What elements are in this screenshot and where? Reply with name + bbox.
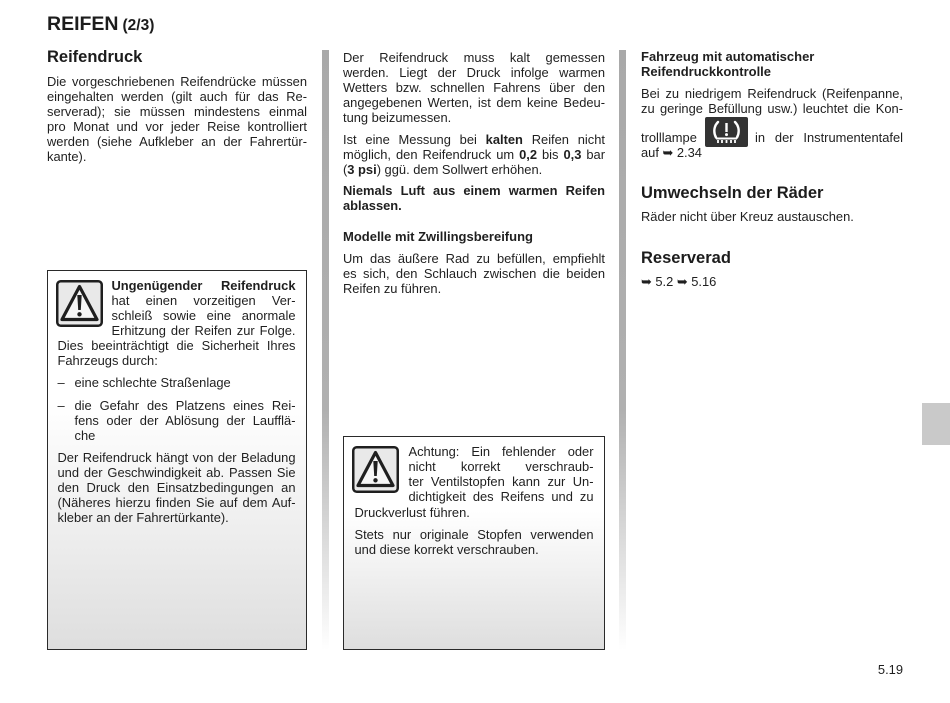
text-line: eine schlechte Straßenlage <box>74 375 231 390</box>
text-segment: trolllampe <box>641 129 697 145</box>
warning-triangle-icon <box>352 446 399 493</box>
text-line: zu geringe Befüllung usw.) leuchtet die Kon- <box>641 100 903 116</box>
text-line: werden (siehe Aufkleber an der Fahrertür- <box>47 133 307 149</box>
column-separator <box>619 50 626 650</box>
text-line: Bei zu niedrigem Reifendruck (Reifenpanne, <box>641 85 903 101</box>
tpms-heading <box>641 49 903 79</box>
text-line: Druckverlust führen. <box>354 505 470 520</box>
text-segment: bar <box>581 146 605 162</box>
increase-pressure-paragraph <box>343 132 605 177</box>
text-line: Fahrzeug mit automatischer <box>641 48 815 64</box>
text-line: es sich, den Schlauch zwischen die beiden <box>343 265 605 281</box>
text-line: werden. Liegt der Druck infolge warmen <box>343 64 605 80</box>
text-line: kante). <box>47 148 87 164</box>
text-line: Fahrzeugs durch: <box>57 353 158 368</box>
measure-cold-paragraph <box>343 50 605 125</box>
text-line: nicht korrekt verschraub- <box>408 459 594 474</box>
text-line: Niemals Luft aus einem warmen Reifen <box>343 182 605 198</box>
text-line: schleiß sowie eine anormale <box>111 308 296 323</box>
warning-advice <box>355 527 594 557</box>
page-title-text: REIFEN <box>47 13 119 35</box>
text-line: Wetters bzw. schnellen Fahrens über den <box>343 79 605 95</box>
text-line: Der Reifendruck muss kalt gemessen <box>343 49 605 65</box>
text-line: Dies beeinträchtigt die Sicherheit Ihres <box>57 338 296 353</box>
text-segment: möglich, den Reifendruck um <box>343 146 520 162</box>
text-line: Stets nur originale Stopfen verwenden <box>354 527 594 542</box>
text-line: die Gefahr des Platzens eines Rei- <box>74 398 296 413</box>
pressure-value-max: 0,3 <box>563 146 582 162</box>
twin-tires-paragraph <box>343 251 605 296</box>
warning-box-valve-cap <box>343 436 605 650</box>
page-title-part: (2/3) <box>122 17 155 34</box>
section-heading-wheel-change: Umwechseln der Räder <box>641 184 824 202</box>
text-line: Erhitzung der Reifen zur Folge. <box>111 323 296 338</box>
pressure-value-min: 0,2 <box>519 146 538 162</box>
text-line: serverad); sie müssen mindestens einmal <box>47 103 307 119</box>
text-line: den Druck den Einsatzbedingungen an <box>57 480 296 495</box>
list-bullet: – <box>57 375 65 390</box>
spare-wheel-reference: ➥ 5.2 ➥ 5.16 <box>641 273 717 289</box>
text-line <box>343 132 605 147</box>
list-bullet: – <box>57 398 65 413</box>
tpms-reference: auf ➥ 2.34 <box>641 144 702 160</box>
text-line: Der Reifendruck hängt von der Beladung <box>57 450 296 465</box>
pressure-value-psi: 3 psi <box>347 161 377 177</box>
twin-tires-heading: Modelle mit Zwillingsbereifung <box>343 228 533 244</box>
section-heading-tire-pressure: Reifendruck <box>47 48 143 66</box>
text-line <box>343 162 605 177</box>
text-line <box>343 147 605 162</box>
text-line: Um das äußere Rad zu befüllen, empfiehlt <box>343 250 605 266</box>
text-line: che <box>74 428 96 443</box>
chapter-tab <box>922 403 950 445</box>
text-line: ablassen. <box>343 197 402 213</box>
warning-triangle-icon <box>56 280 103 327</box>
warning-consequence <box>58 338 296 368</box>
wheel-change-text: Räder nicht über Kreuz austauschen. <box>641 208 854 224</box>
text-segment: Reifen nicht <box>522 131 605 147</box>
text-line: Achtung: Ein fehlender oder <box>408 444 594 459</box>
text-segment: ( <box>343 161 348 177</box>
text-line: ter Ventilstopfen kann zur Un- <box>408 474 594 489</box>
list-item <box>58 398 296 443</box>
tire-pressure-warning-icon <box>705 117 748 147</box>
text-segment: Ist eine Messung bei <box>343 131 486 147</box>
text-line: Reifendruckkontrolle <box>641 63 772 79</box>
warning-text-beside-icon <box>409 444 594 504</box>
page-title <box>47 10 154 38</box>
text-line: und diese korrekt verschrauben. <box>354 542 539 557</box>
text-line: pro Monat und vor jeder Reise kontrolliert <box>47 118 307 134</box>
warning-box-low-pressure <box>47 270 307 650</box>
text-line: (Näheres hierzu finden Sie auf dem Auf- <box>57 495 296 510</box>
section-heading-spare-wheel: Reserverad <box>641 249 731 267</box>
text-segment: bis <box>537 146 564 162</box>
text-segment: in der Instrumententafel <box>755 129 903 145</box>
text-line: angegebenen Werten, ist dem keine Bedeu- <box>343 94 605 110</box>
tpms-paragraph <box>641 86 903 116</box>
page-number: 5.19 <box>877 661 903 677</box>
list-item <box>58 375 296 390</box>
text-line: tung beizumessen. <box>343 109 452 125</box>
column-separator <box>322 50 329 650</box>
text-line: fens oder der Ablösung der Laufflä- <box>74 413 296 428</box>
text-line: hat einen vorzeitigen Ver- <box>111 293 296 308</box>
text-line: dichtigkeit des Reifens und zu <box>408 489 594 504</box>
text-line: Die vorgeschriebenen Reifendrücke müssen <box>47 73 307 89</box>
warning-title: Ungenügender Reifendruck <box>111 278 296 293</box>
text-line: Reifen zu führen. <box>343 280 442 296</box>
text-line: eingehalten werden (gilt auch für das Re- <box>47 88 307 104</box>
text-segment: ) ggü. dem Sollwert erhöhen. <box>376 161 543 177</box>
tire-pressure-intro <box>47 74 307 164</box>
text-line: und der Geschwindigkeit ab. Passen Sie <box>57 465 296 480</box>
warning-text-beside-icon <box>112 278 296 338</box>
never-release-warning <box>343 183 605 213</box>
warning-note <box>58 450 296 525</box>
text-line: kleber an der Fahrertürkante). <box>57 510 229 525</box>
emphasis-cold: kalten <box>485 131 523 147</box>
